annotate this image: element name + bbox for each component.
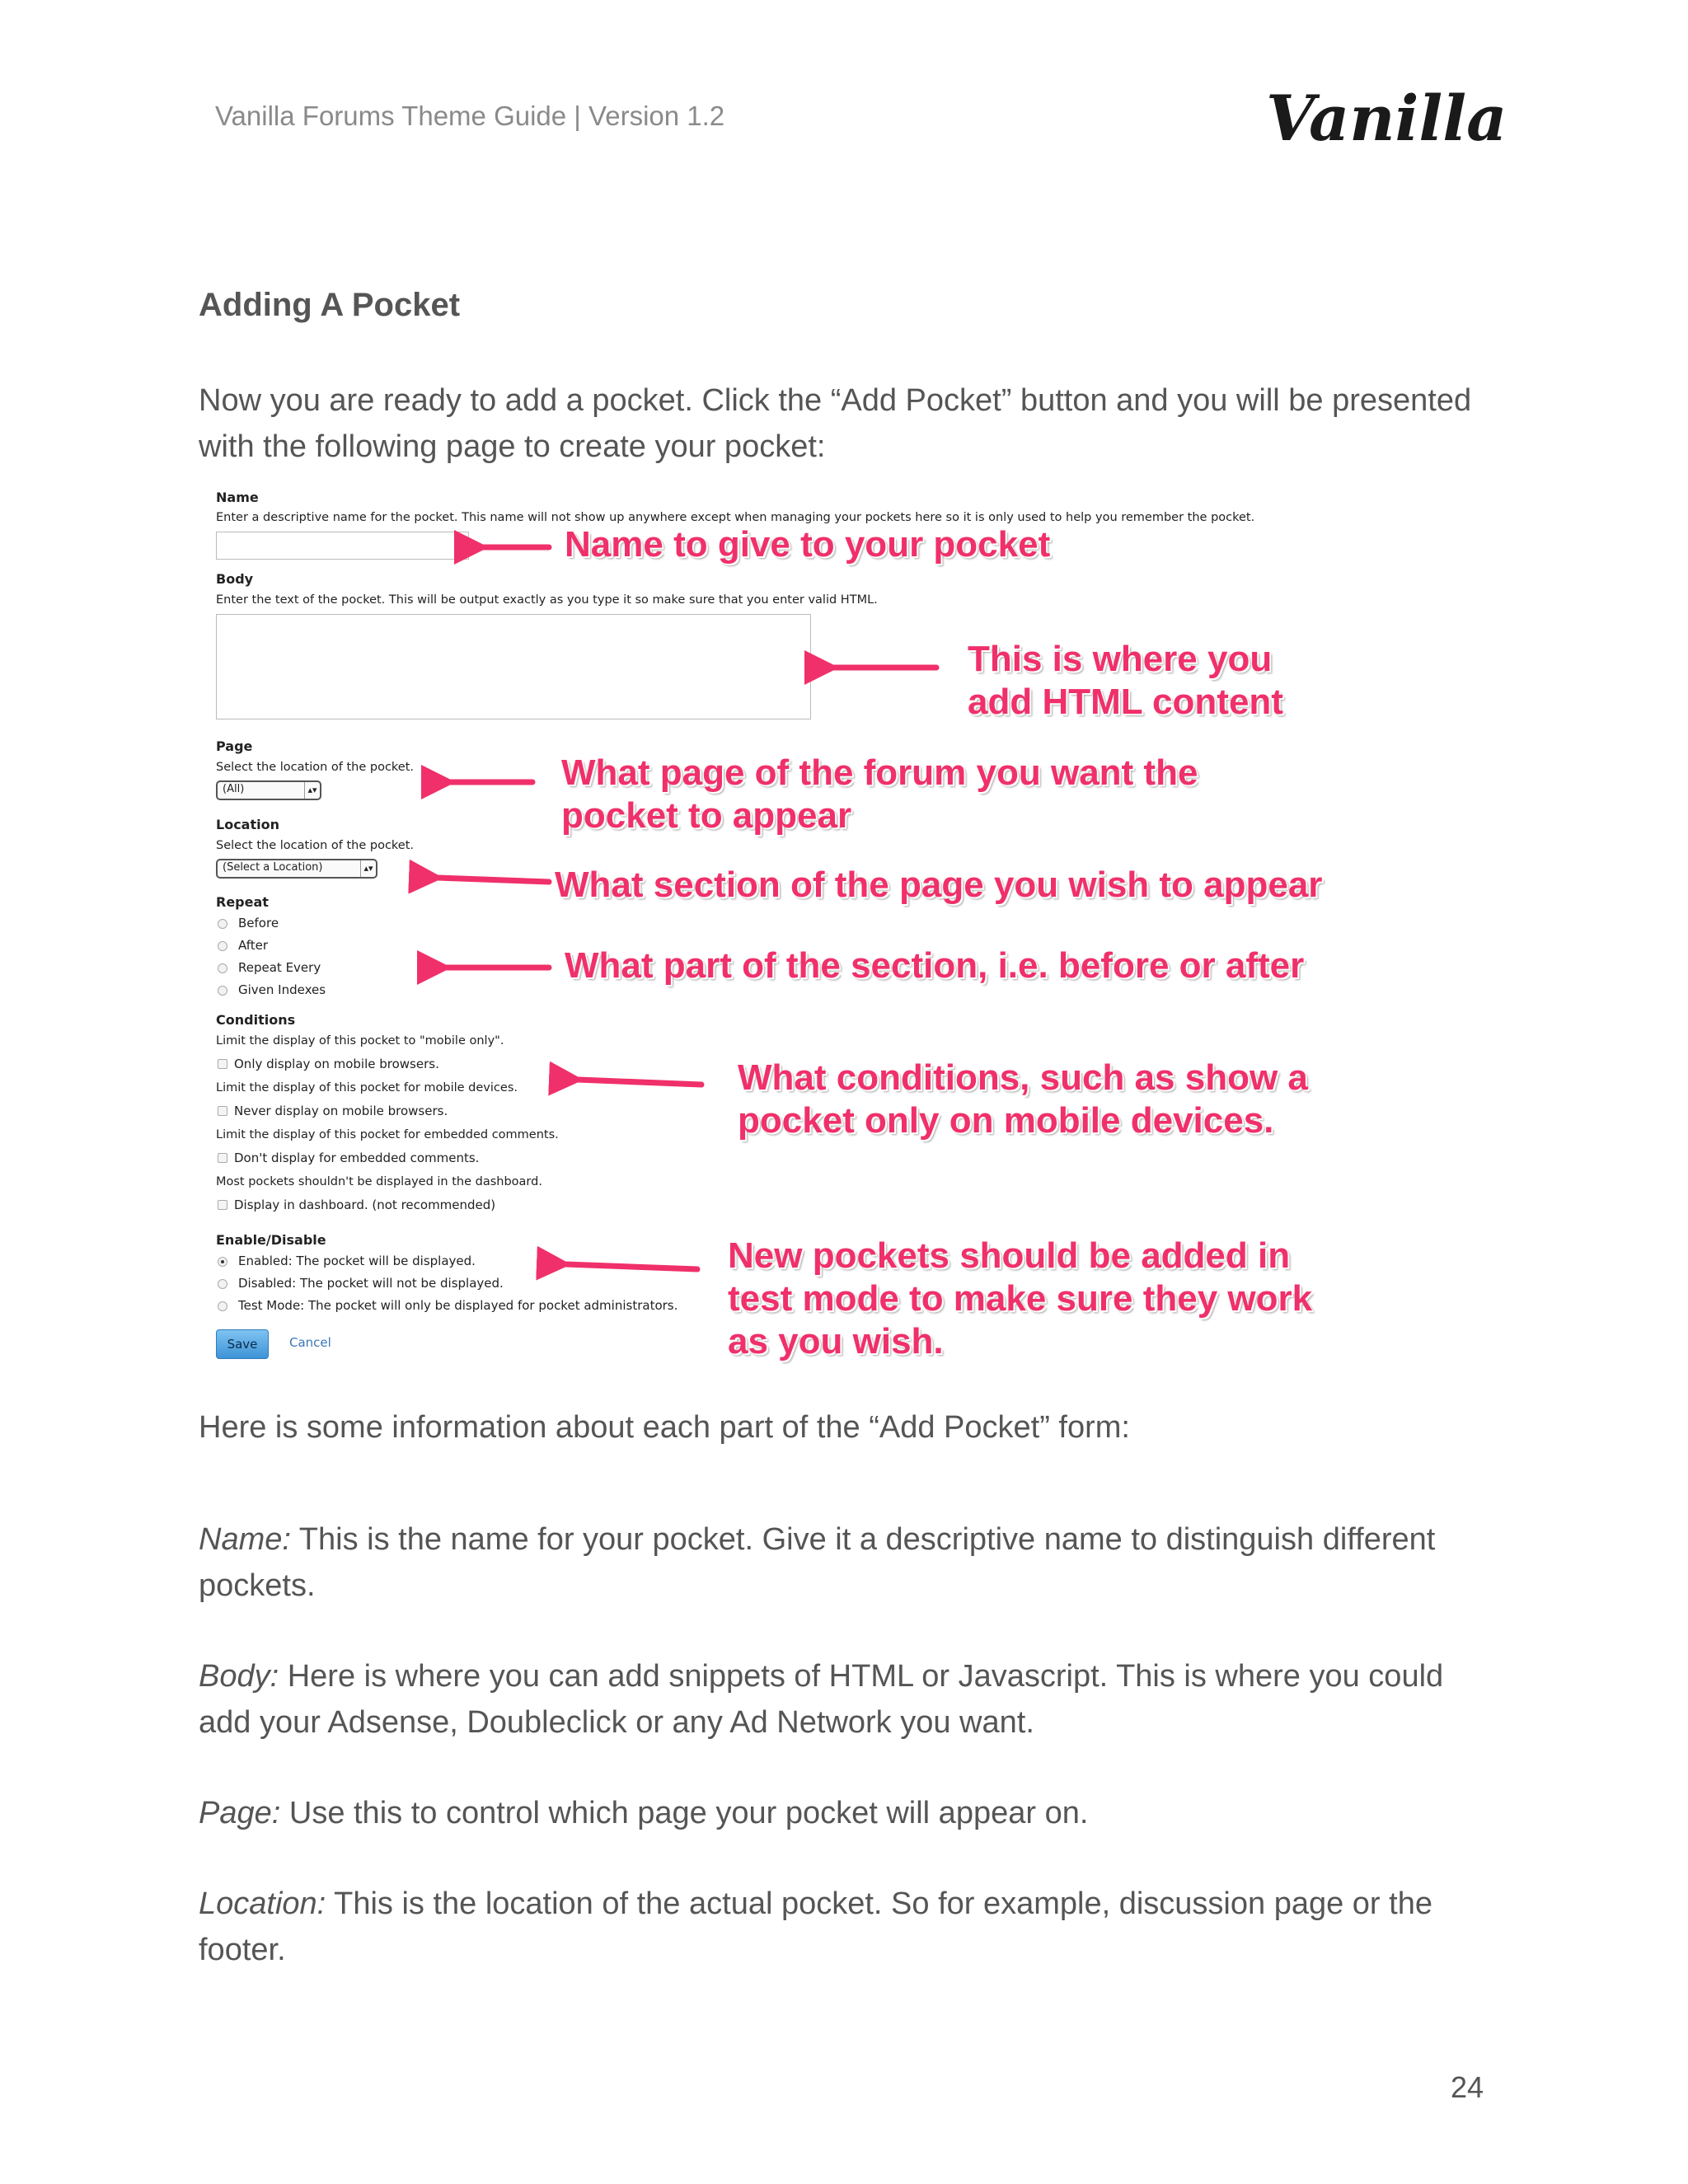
arrow-location xyxy=(438,878,549,882)
svg-text:Vanilla: Vanilla xyxy=(1266,82,1507,155)
condition-option-label: Don't display for embedded comments. xyxy=(234,1151,480,1165)
location-hint: Select the location of the pocket. xyxy=(216,839,415,852)
conditions-label: Conditions xyxy=(216,1012,296,1028)
add-pocket-form-screenshot xyxy=(199,478,1369,1368)
description-text: Use this to control which page your pocket will appear on. xyxy=(280,1796,1089,1830)
enable-option-label: Disabled: The pocket will not be displayed. xyxy=(238,1276,504,1291)
condition-option-label: Never display on mobile browsers. xyxy=(234,1104,448,1118)
description-page xyxy=(199,1790,1484,1836)
location-select-value: (Select a Location) xyxy=(223,861,323,874)
annotation-repeat: What part of the section, i.e. before or after xyxy=(565,945,1305,986)
name-label: Name xyxy=(216,490,259,505)
annotation-enable-2: test mode to make sure they work xyxy=(728,1278,1313,1319)
description-name xyxy=(199,1516,1484,1609)
repeat-option-label: Before xyxy=(238,916,279,930)
condition-option-label: Display in dashboard. (not recommended) xyxy=(234,1197,496,1212)
select-arrows-icon: ▴▾ xyxy=(304,782,320,799)
description-text: This is the name for your pocket. Give it a descriptive name to distinguish different pockets. xyxy=(199,1522,1436,1603)
arrow-enable xyxy=(565,1264,697,1269)
repeat-label: Repeat xyxy=(216,894,269,910)
page-number: 24 xyxy=(1451,2070,1484,2104)
description-term: Location: xyxy=(199,1886,326,1921)
description-term: Page: xyxy=(199,1796,281,1830)
annotation-conditions-1: What conditions, such as show a xyxy=(738,1057,1308,1098)
save-button[interactable]: Save xyxy=(216,1329,269,1359)
annotation-name: Name to give to your pocket xyxy=(565,524,1051,565)
description-location xyxy=(199,1881,1484,1973)
enable-label: Enable/Disable xyxy=(216,1232,326,1248)
description-term: Body: xyxy=(199,1659,279,1694)
description-term: Name: xyxy=(199,1522,291,1557)
condition-hint: Limit the display of this pocket for mobile devices. xyxy=(216,1081,518,1094)
body-label: Body xyxy=(216,571,254,587)
enable-option-label: Test Mode: The pocket will only be displayed for pocket administrators. xyxy=(238,1298,678,1313)
section-heading: Adding A Pocket xyxy=(199,287,461,323)
select-arrows-icon: ▴▾ xyxy=(360,860,376,877)
annotation-conditions-2: pocket only on mobile devices. xyxy=(738,1100,1274,1141)
location-label: Location xyxy=(216,817,279,832)
arrow-conditions xyxy=(578,1080,701,1085)
description-text: Here is where you can add snippets of HTML or Javascript. This is where you could add your Adsense, Doubleclick or any Ad Network you want. xyxy=(199,1659,1444,1740)
annotation-page-1: What page of the forum you want the xyxy=(561,752,1198,793)
cancel-link[interactable]: Cancel xyxy=(289,1335,331,1350)
condition-hint: Limit the display of this pocket to "mobile only". xyxy=(216,1034,504,1047)
intro-paragraph: Now you are ready to add a pocket. Click the “Add Pocket” button and you will be presented with the following page to create your pocket: xyxy=(199,383,1472,464)
vanilla-logo xyxy=(1259,71,1507,170)
page-label: Page xyxy=(216,738,253,754)
annotation-enable-3: as you wish. xyxy=(728,1321,944,1361)
enable-option-label: Enabled: The pocket will be displayed. xyxy=(238,1254,476,1268)
page-header-title: Vanilla Forums Theme Guide | Version 1.2 xyxy=(215,101,725,131)
repeat-option-label: Given Indexes xyxy=(238,982,326,997)
annotation-location: What section of the page you wish to appear xyxy=(555,865,1323,905)
annotation-enable-1: New pockets should be added in xyxy=(728,1235,1291,1276)
name-hint: Enter a descriptive name for the pocket. This name will not show up anywhere except when managing your pockets here so it is only used to help you remember the pocket. xyxy=(216,511,1255,524)
info-intro: Here is some information about each part of the “Add Pocket” form: xyxy=(199,1410,1130,1445)
condition-option-label: Only display on mobile browsers. xyxy=(234,1057,439,1071)
annotation-body-2: add HTML content xyxy=(968,682,1283,722)
condition-hint: Limit the display of this pocket for embedded comments. xyxy=(216,1128,559,1141)
condition-hint: Most pockets shouldn't be displayed in the dashboard. xyxy=(216,1175,542,1188)
annotation-page-2: pocket to appear xyxy=(561,795,852,836)
page-hint: Select the location of the pocket. xyxy=(216,761,415,774)
body-hint: Enter the text of the pocket. This will be output exactly as you type it so make sure that you enter valid HTML. xyxy=(216,593,878,607)
repeat-option-label: After xyxy=(238,938,269,953)
repeat-option-label: Repeat Every xyxy=(238,960,321,975)
annotation-body-1: This is where you xyxy=(968,639,1273,679)
description-body xyxy=(199,1653,1484,1746)
description-text: This is the location of the actual pocket. So for example, discussion page or the footer. xyxy=(199,1886,1432,1967)
page-select-value: (All) xyxy=(223,783,245,795)
